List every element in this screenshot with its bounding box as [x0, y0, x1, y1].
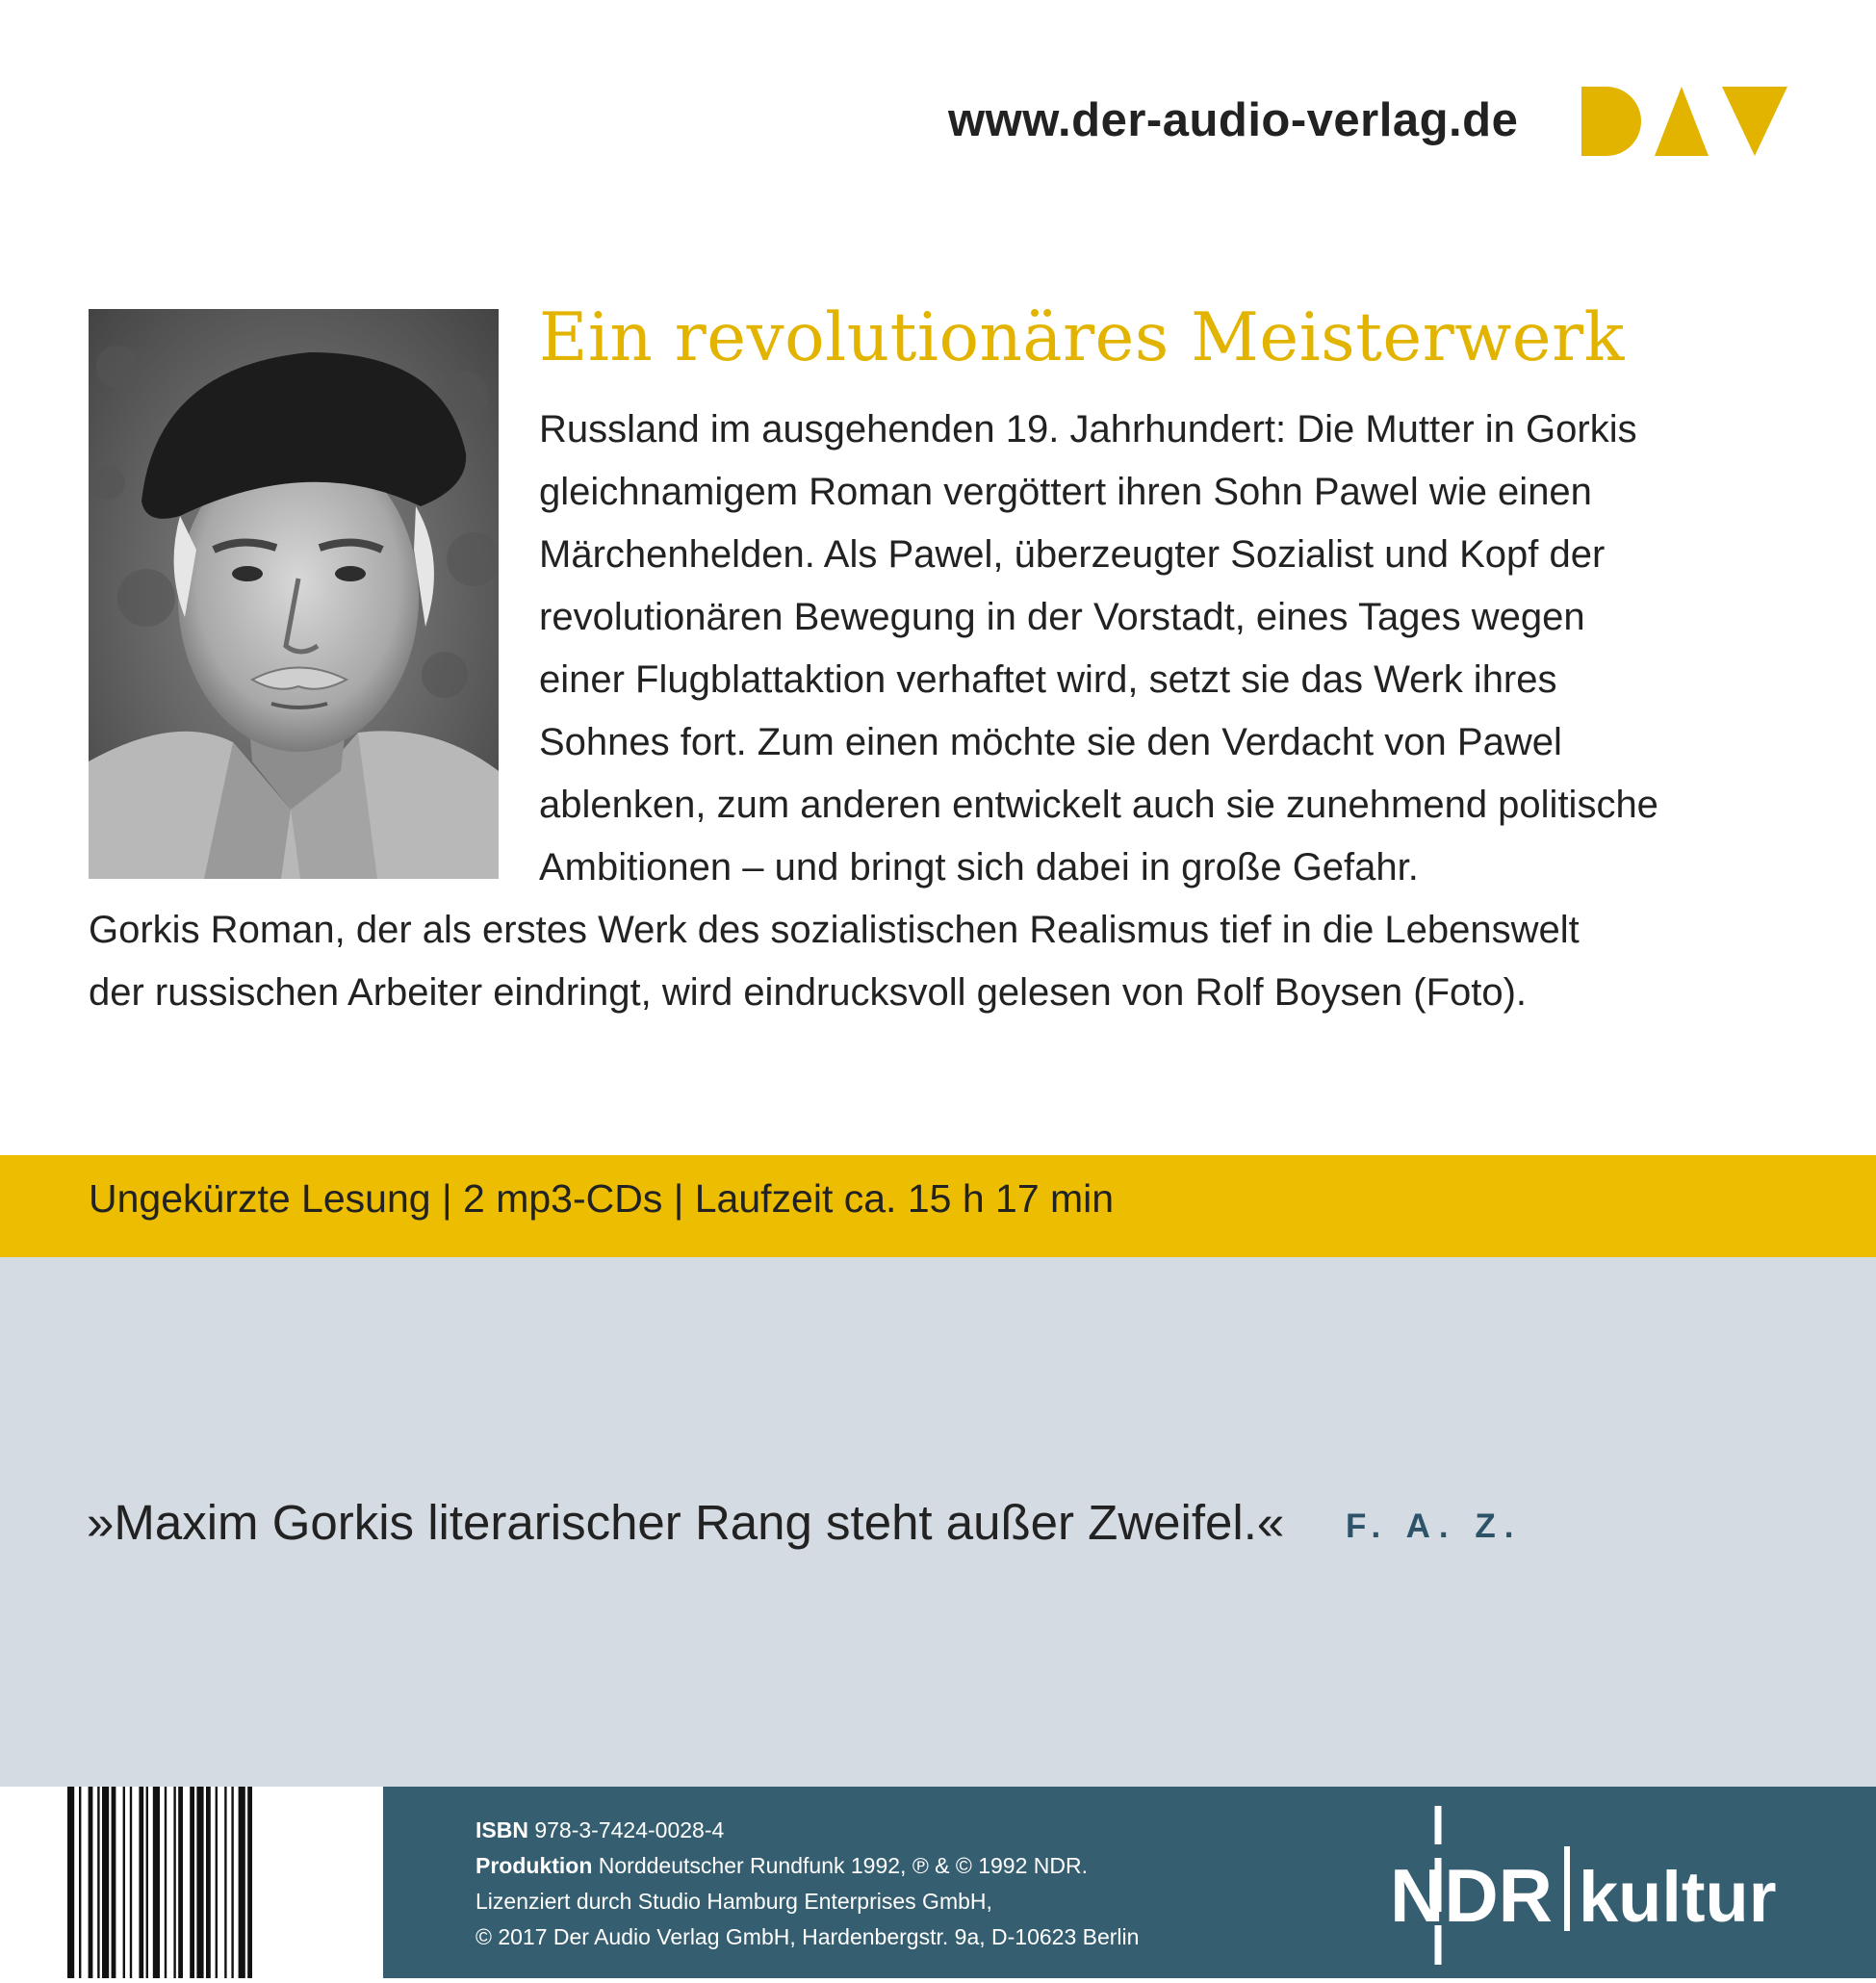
paragraph-line: Märchenhelden. Als Pawel, überzeugter Sozialist und Kopf der — [539, 533, 1606, 576]
barcode-bar — [206, 1787, 211, 1978]
dav-logo-letter-v — [1722, 87, 1787, 156]
portrait-photo — [89, 309, 499, 879]
ndr-logo-kultur: kultur — [1579, 1857, 1777, 1937]
barcode-bar — [178, 1787, 183, 1978]
barcode-bar — [102, 1787, 109, 1978]
paragraph-line: einer Flugblattaktion verhaftet wird, setzt sie das Werk ihres — [539, 658, 1557, 701]
description-paragraph-2 — [89, 899, 1821, 1024]
dav-logo — [1581, 87, 1787, 156]
barcode-bar — [153, 1787, 160, 1978]
ndr-kultur-logo — [1388, 1806, 1802, 1965]
copyright-line: © 2017 Der Audio Verlag GmbH, Hardenbergstr. 9a, D-10623 Berlin — [475, 1924, 1140, 1949]
barcode-bar — [165, 1787, 167, 1978]
barcode-bar — [146, 1787, 148, 1978]
paragraph-line: Gorkis Roman, der als erstes Werk des sozialistischen Realismus tief in die Lebenswelt — [89, 909, 1580, 951]
barcode-bar — [97, 1787, 99, 1978]
paragraph-line: revolutionären Bewegung in der Vorstadt, eines Tages wegen — [539, 596, 1585, 638]
dav-logo-letter-a — [1655, 87, 1709, 156]
barcode-bar — [196, 1787, 203, 1978]
headline: Ein revolutionäres Meisterwerk — [539, 299, 1625, 376]
barcode-bar — [67, 1787, 74, 1978]
isbn-line — [475, 1817, 724, 1843]
barcode-bar — [173, 1787, 175, 1978]
barcode-bar — [239, 1787, 245, 1978]
edition-info: Ungekürzte Lesung | 2 mp3-CDs | Laufzeit ca. 15 h 17 min — [89, 1176, 1115, 1221]
barcode-icon — [65, 1787, 383, 1978]
barcode — [65, 1787, 383, 1978]
press-quote: »Maxim Gorkis literarischer Rang steht außer Zweifel.« — [87, 1495, 1285, 1550]
quote-source: F. A. Z. — [1346, 1507, 1523, 1545]
barcode-bar — [123, 1787, 125, 1978]
ndr-logo-ndr: NDR — [1390, 1853, 1553, 1938]
license-line: Lizenziert durch Studio Hamburg Enterprises GmbH, — [475, 1889, 992, 1914]
barcode-bar — [231, 1787, 233, 1978]
barcode-bar — [112, 1787, 116, 1978]
paragraph-line: gleichnamigem Roman vergöttert ihren Sohn Pawel wie einen — [539, 471, 1592, 513]
barcode-bar — [216, 1787, 218, 1978]
barcode-bar — [247, 1787, 252, 1978]
produktion-label: Produktion — [475, 1853, 593, 1878]
website-url: www.der-audio-verlag.de — [948, 94, 1519, 146]
portrait-image — [89, 309, 499, 879]
paragraph-line: Russland im ausgehenden 19. Jahrhundert: Die Mutter in Gorkis — [539, 408, 1637, 451]
barcode-bar — [89, 1787, 93, 1978]
barcode-bar — [130, 1787, 132, 1978]
dav-logo-letter-d — [1581, 87, 1641, 156]
produktion-value: Norddeutscher Rundfunk 1992, ℗ & © 1992 NDR. — [598, 1853, 1089, 1878]
description-paragraph-1 — [539, 399, 1819, 899]
barcode-bar — [190, 1787, 194, 1978]
paragraph-line: der russischen Arbeiter eindringt, wird eindrucksvoll gelesen von Rolf Boysen (Foto). — [89, 971, 1528, 1014]
barcode-bar — [139, 1787, 143, 1978]
paragraph-line: Sohnes fort. Zum einen möchte sie den Verdacht von Pawel — [539, 721, 1562, 763]
produktion-line — [475, 1853, 1088, 1879]
paragraph-line: Ambitionen – und bringt sich dabei in große Gefahr. — [539, 846, 1419, 888]
barcode-bar — [224, 1787, 226, 1978]
isbn-value: 978-3-7424-0028-4 — [534, 1817, 725, 1842]
barcode-bar — [79, 1787, 81, 1978]
isbn-label: ISBN — [475, 1817, 528, 1842]
paragraph-line: ablenken, zum anderen entwickelt auch sie zunehmend politische — [539, 784, 1658, 826]
